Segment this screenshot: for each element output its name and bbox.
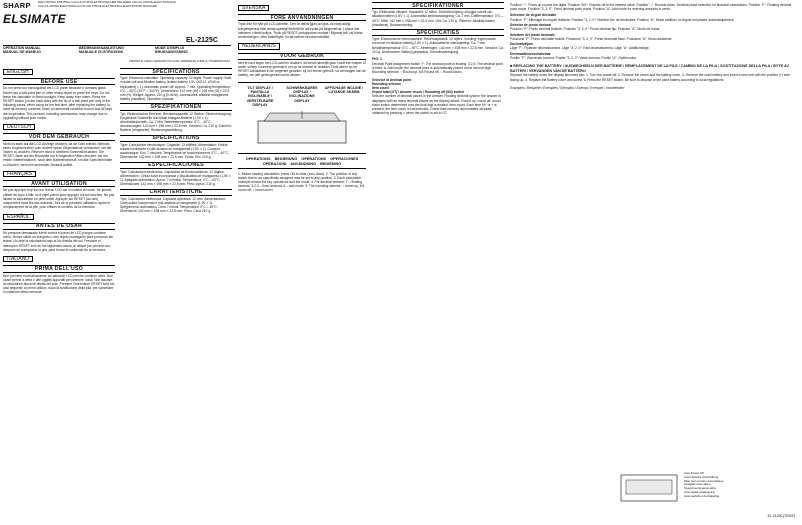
language-label: SVENSKA (238, 5, 269, 11)
manual-title: BRUKSANVISNING (155, 50, 188, 55)
lcd-screen (626, 480, 672, 494)
manual-title: MANUALE DI ISTRUZIONI (79, 50, 123, 55)
operations-title: ANVÄNDNING (290, 161, 317, 166)
spec-body: Typ: Elektronisk räknare. Kapacitet: 12 siffror. Strömförsörjning: Inbyggd solcell och alkaliskt batteri (1,5V × 1). Automatisk strömavstängning: Ca. 7 min. Drifttemperatur: 0°C – 40°C. Mått: 142 mm × 198 mm × 22,5 mm. Vikt: Ca. 210 g. Tillbehör: Alkaliskt batteri (installerat), Bruksanvisning. (372, 10, 504, 27)
column-2 (120, 66, 232, 525)
section-title: AVANT UTILISATION (3, 180, 115, 187)
section-body: Tryck inte för hårt på LCD-panelen. Den är delvis gjord av glas. Använd aldrig kulspetspenna eller annat spetsigt föremål för att trycka på tangenterna. Lämna inte räknaren i direkt solljus. Tryck på RESET-omkopplaren endast i följande fall: vid första användningen, efter batteribyte, för att radera minnesinnehållet. (238, 22, 363, 40)
operations-title: OPÉRATIONS (301, 156, 327, 161)
spec-nederlands (372, 29, 504, 54)
section-espanol (3, 211, 115, 252)
section-francais (3, 168, 115, 209)
tagline-line1: ELECTRONIC PRINTING CALCULATOR ELEKTRONISCHER RECHNER CALCULATRICE ELECTRONIQUE (38, 0, 176, 4)
section-title: FÖRE ANVÄNDNINGEN (238, 14, 366, 21)
section-svenska (238, 2, 366, 39)
subsection-title: Decimaalkeuzeschakelaar (510, 51, 551, 56)
subsection-body: Position "F": Affichage en virgule flottante. Position "3, 2, 0": Nombre fixe de décimales. Position "A": Mode addition; la virgule est placée automatiquement. (510, 17, 735, 22)
manual-title: MODE D'EMPLOI (155, 46, 185, 50)
section-english (3, 66, 115, 120)
display-label: Auto Power Off (684, 471, 704, 475)
column-4-body: Sets the number of decimal places in the answer. Floating decimal system: the answer is displayed with as many decimal places as the display allows. Round up, round off, round down switch determines how the final digit is treated. Item count: Each time M+ or + is pressed, the item count is incremented. Grand total memory accumulates all totals obtained by pressing = when the switch is set to GT. (372, 94, 501, 116)
product-line-logo: ELSIMATE (3, 12, 66, 26)
rounding-title: Rounding selector (372, 81, 401, 86)
spec-body: Typ: Elektronischer Rechner. Rechenkapazität: 12 Stellen. Stromversorgung: Eingebaute Solarzelle und Alkali-Mangan-Batterie (1,5V × 1). Abschaltautomatik: Ca. 7 Min. Betriebstemperatur: 0°C – 40°C. Abmessungen: 142 mm × 198 mm × 22,5 mm. Gewicht: Ca. 210 g. Zubehör: Batterie (eingesetzt), Bedienungsanleitung. (120, 111, 232, 133)
section-title: BEFORE USE (3, 78, 115, 85)
spec-francais (120, 135, 232, 160)
decimal-subsection (510, 23, 799, 31)
operations-body: 1. Before starting calculation, press ON to clear (zero clear). 2. The position of any switch that is not specifically assigned may be set to any position. 3. Each calculation example shows the key operations and the result. 4. For decimal selector: F – floating decimal, 3-2-0 – fixed decimal, A – add mode. 5. The rounding selector: ↑ round up, 5/4 round off, ↓ round down. (238, 171, 365, 193)
calculator-body (258, 121, 346, 143)
manual-title: MANUAL DE MANEJO (3, 50, 41, 55)
section-title: VOR DEM GEBRAUCH (3, 133, 115, 140)
column-1 (3, 66, 115, 525)
spec-title: SPECIFIKATIONER (372, 2, 504, 9)
decimal-subsection (510, 52, 799, 60)
spec-title: ESPECIFICACIONES (120, 162, 232, 169)
spec-body: Type: Electronic calculator. Operating capacity: 12 digits. Power supply: Built-in solar cell and Alkaline battery (button battery 1.5V (AG12, LR43 or equivalent) × 1). Automatic power off: Approx. 7 min. Operating temperature: 0°C – 40°C (32°F – 104°F). Dimensions: 142 mm (W) × 198 mm (D) × 22.5 mm (H). Weight: Approx. 210 g (0.46 lb). Accessories: Alkaline manganese battery (installed), Operation manual. (120, 76, 232, 102)
column-5 (510, 0, 799, 525)
section-body: Niet te hard tegen het LCD-scherm drukken, dit bevat namelijk glas. Nooit een balpen of ander scherp voorwerp gebruiken om op de toetsen te drukken. Druk alleen op de RESET-schakelaar in de volgende gevallen: bij het eerste gebruik, na vervangen van de batterij, om alle geheugeninhoud te wissen. (238, 60, 366, 78)
section-body: Do not press too hard against the LCD panel because it contains glass. Never use a ball-point pen or other sharp object to press the keys. Do not leave the calculator in direct sunlight. Keep away from water. Press the RESET switch (on the back side) with the tip of a ball-point pen only in the following cases: when using for the first time, after replacing the battery, to clear all memory contents, when an abnormal condition occurs and all keys are inoperative. This product, including accessories, may change due to upgrading without prior notice. (3, 86, 113, 120)
tilt-caption: SCHWENKBARES DISPLAY / INCLINAZIONE DISPLAY (286, 85, 318, 103)
display-label: Apagado automático (684, 482, 711, 487)
battery-section-title: ■ REPLACING THE BATTERY / AUSWECHSELN DER BATTERIE / REMPLACEMENT DE LA PILE / CAMBIO DE LA PILA / SOSTITUZIONE DELLA PILA / BYTE AV BATTERI / VERVANGEN VAN DE BATTERIJ (510, 64, 789, 73)
spec-body: Tipo: Calculadora electrónica. Capacidad de funcionamiento: 12 dígitos. Alimentación: Célula solar incorporada y pila alcalina de manganeso (1,5V × 1). Apagado automático: Aprox. 7 minutos. Temperatura: 0°C – 40°C. Dimensiones: 142 mm × 198 mm × 22,5 mm. Peso: Aprox. 210 g. (120, 169, 231, 187)
subsection-body: Läge "F": Flytande decimalkomma. Läge "3, 2, 0": Fast decimalkomma. Läge "A": Additionsläge. (510, 46, 650, 51)
spec-deutsch (120, 103, 232, 132)
subsection-title: Selettore del punto decimale (510, 32, 555, 37)
spec-title: SPEZIFIKATIONEN (120, 103, 232, 110)
column-4 (372, 0, 504, 525)
lcd-display-illustration (620, 474, 680, 504)
spec-body: Tipo: Calcolatrice elettronica. Capacità operativa: 12 cifre. Alimentazione: Cella solare incorporata e pila alcalina al manganese (1,5V × 1). Spegnimento automatico: Circa 7 minuti. Temperatura: 0°C – 40°C. Dimensioni: 142 mm × 198 mm × 22,5 mm. Peso: Circa 210 g. (120, 196, 226, 214)
battery-section-body: Replace the battery when the display becomes dim. 1. Turn the power off. 2. Remove the screw and the battery cover. 3. Remove the used battery and insert a new one with the positive (+) side facing up. 4. Replace the battery cover and screw. 5. Press the RESET switch. Be sure to dispose of the used battery according to local regulations. (510, 73, 790, 82)
section-title: ANTES DE USAR (3, 223, 115, 230)
section-title: PRIMA DELL'USO (3, 265, 115, 272)
language-label: DEUTSCH (3, 124, 35, 130)
manual-titles (3, 46, 231, 54)
spec-title: SPÉCIFICATIONS (120, 135, 232, 142)
examples-label: Examples / Beispiele / Exemples / Ejemplos / Esempi / Exempel / Voorbeelden (510, 85, 625, 90)
tilt-caption: AFFICHAGE INCLINÉ / LUTANDE SKÄRM (324, 85, 364, 95)
decimal-subsection (510, 42, 799, 50)
subsection-title: Sélecteur de virgule décimale (510, 13, 557, 18)
display-label: Automatisk avstängning (684, 489, 715, 494)
section-body: Nicht zu stark auf die LCD-Anzeige drücken, da sie Glas enthält. Niemals einen Kugelschreiber oder andere spitze Gegenstände verwenden, um die Tasten zu drücken. Rechner nicht in direktem Sonnenlicht lassen. Die RESET-Taste auf der Rückseite nur in folgenden Fällen drücken: bei der ersten Inbetriebnahme, nach dem Batteriewechsel, um alle Speicherinhalte zu löschen, wenn ein anormaler Zustand auftritt. (3, 141, 113, 167)
subsection-body: Positie "F": Zwevende komma. Positie "3, 2, 0": Vaste komma. Positie "A": Optelmodus. (510, 55, 637, 60)
display-label: Mise hors tension automatique (684, 478, 724, 483)
spec-espanol (120, 162, 232, 187)
spec-italiano (120, 189, 232, 214)
tilt-display-figure (238, 82, 366, 154)
model-number: EL-2125C (186, 37, 218, 44)
rounding-positions: Position "↑": Press up rounds the digits. Position "5/4": Rounds off to the nearest value. Position "↓": Rounds down. Decimal place selection for financial calculations. Position "F": Floating decimal point mode. Position "3, 2, 0": Fixed decimal point mode. Position "A": Add mode for entering amounts in cents. (510, 3, 792, 12)
manual-title: BEDIENUNGSANLEITUNG (79, 46, 124, 50)
subsection-body: Posición "F": Punto decimal flotante. Posición "3, 2, 0": Punto decimal fijo. Posición "A": Modo de suma. (510, 27, 661, 32)
spec-body: Type: Calculatrice électronique. Capacité: 12 chiffres. Alimentation: Cellule solaire incorporée et pile alcaline au manganèse (1,5V × 1). Coupure automatique: Env. 7 minutes. Température de fonctionnement: 0°C – 40°C. Dimensions: 142 mm × 198 mm × 22,5 mm. Poids: Env. 210 g. (120, 142, 229, 160)
subsection-title: Decimalväljare (510, 42, 534, 47)
spec-title: CARATTERISTICHE (120, 189, 232, 196)
spec-svenska (372, 2, 504, 27)
decimal-subsection (510, 33, 799, 41)
display-figure (620, 470, 792, 512)
footer-code: EL-2125C(TINSZ) (767, 514, 795, 518)
display-label: Automatische uitschakeling (684, 493, 720, 498)
language-label: ESPAÑOL (3, 214, 34, 220)
spec-title: SPECIFICATIES (372, 29, 504, 36)
language-label: FRANÇAIS (3, 171, 36, 177)
spec-english (120, 68, 232, 101)
grand-total-title: Grand total (GT) / Answer check / Rounding off (5/4) switch (372, 90, 464, 95)
operations-title: BEDIENUNG (274, 156, 298, 161)
section-body: Ne pas appuyer trop fort sur l'écran LCD car il contient du verre. Ne jamais utiliser de stylo à bille ou d'objet pointu pour appuyer sur les touches. Ne pas laisser la calculatrice en plein soleil. Appuyer sur RESET (au dos) uniquement dans les cas suivants : lors de la première utilisation, après le remplacement de la pile, pour effacer le contenu de la mémoire. (3, 188, 115, 210)
manual-title: OPERATION MANUAL (3, 46, 41, 50)
section-body: Non premere eccessivamente sul pannello LCD perché contiene vetro. Non usare penne a sfera o altri oggetti appuntiti per premere i tasti. Non lasciare la calcolatrice alla luce diretta del sole. Premere l'interruttore RESET solo nei casi seguenti: al primo utilizzo, dopo la sostituzione della pila, per cancellare il contenuto della memoria. (3, 273, 115, 295)
tilt-caption: TILT DISPLAY / PANTALLA INCLINABLE / VERSTELBARE DISPLAY (246, 85, 274, 108)
decimal-subsection (510, 13, 799, 21)
tagline-line2: CALCULADORA ELECTRÓNICA CALCOLATRICE ELETTRONICA ELEKTRONISK RÄKNARE (38, 4, 157, 8)
subsection-title: Selector de punto decimal (510, 23, 551, 27)
operations-titles (238, 157, 366, 169)
brand-logo: SHARP (3, 1, 31, 10)
section-body: No presione demasiado fuerte contra el panel de LCD porque contiene vidrio. Nunca utilice un bolígrafo u otro objeto puntiagudo para presionar las teclas. No deje la calculadora bajo la luz directa del sol. Presione el interruptor RESET sólo en los siguientes casos: al utilizar por primera vez, después de reemplazar la pila, para borrar el contenido de la memoria. (3, 231, 113, 252)
operations-title: BEDIENING (320, 161, 342, 166)
operations-title: OPERATIONS (245, 156, 271, 161)
display-label: Automatische Abschaltung (684, 474, 719, 479)
calculator-illustration (238, 111, 366, 151)
section-deutsch (3, 121, 115, 167)
language-label: ITALIANO (3, 256, 33, 262)
operations-title: OPERACIONES (330, 156, 359, 161)
decimal-selector-title: Selector of decimal point (372, 77, 412, 82)
display-labels (684, 472, 792, 499)
printed-note: PRINTED IN CHINA / GEDRUCKT IN CHINA / IMPRIMÉ EN CHINE (1) TINSEB0000THZZ (129, 60, 230, 63)
display-label: Spegnimento automatico (684, 486, 717, 491)
operations-title: OPERAZIONI (262, 161, 287, 166)
decimal-reset-note: Decimal Point assignment switch. F: The decimal point is floating. 3,2,0: The decimal point is fixed. A: Add mode; the decimal point is automatically placed at the second digit. Rounding selector: ↑ Round up, 5/4 Round off, ↓ Round down. (372, 62, 503, 75)
section-italiano (3, 253, 115, 294)
subsection-body: Posizione "F": Punto decimale mobile. Posizione "3, 2, 0": Punto decimale fisso. Posizione "A": Modo addizione. (510, 36, 673, 41)
spec-title: SPECIFICATIONS (120, 68, 232, 75)
figure-label: FIG. 1 (372, 57, 382, 62)
language-label: NEDERLANDS (238, 43, 280, 49)
spec-body: Type: Elektronische rekenmachine. Rekencapaciteit: 12 cijfers. Voeding: Ingebouwde zonnecel en alkaline batterij (1,5V × 1). Automatische uitschakeling: Ca. 7 min. Bedrijfstemperatuur: 0°C – 40°C. Afmetingen: 142 mm × 198 mm × 22,5 mm. Gewicht: Ca. 210 g. Accessoires: Batterij (geplaatst), Gebruiksaanwijzing. (372, 37, 504, 54)
item-count-title: Item count (372, 86, 389, 91)
language-label: ENGLISH (3, 69, 33, 75)
section-nederlands (238, 40, 366, 77)
section-title: VOOR GEBRUIK (238, 53, 366, 60)
column-3 (238, 0, 366, 525)
